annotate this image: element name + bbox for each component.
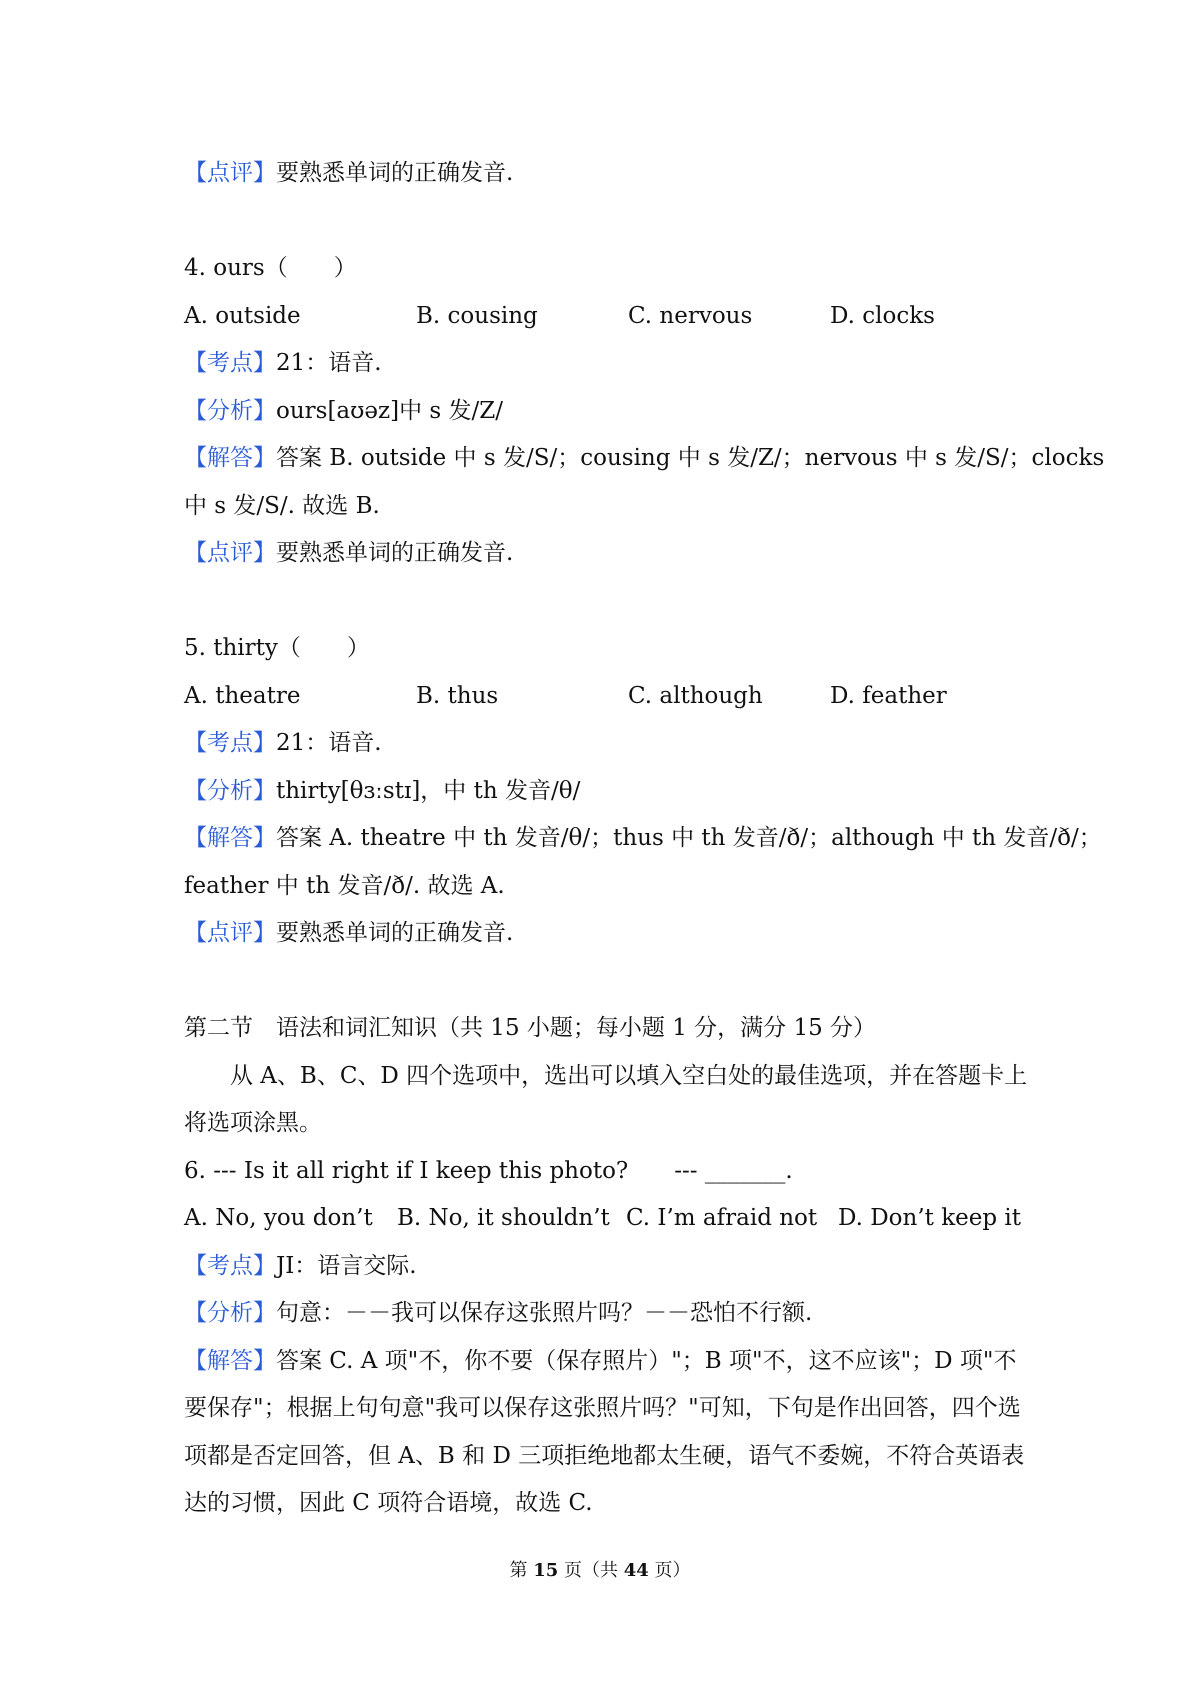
q4-option-b: B. cousing (416, 302, 538, 329)
comment-text: 要熟悉单词的正确发音. (276, 160, 514, 186)
page-footer (0, 1556, 1200, 1582)
prev-comment (184, 150, 1032, 198)
q5-answer-line2: feather 中 th 发音/ð/. 故选 A. (184, 872, 505, 899)
q6-stem: 6. --- Is it all right if I keep this photo? --- _______. (184, 1157, 793, 1184)
answer-tag: 【解答】 (184, 1347, 276, 1374)
q6-answer (184, 1338, 1032, 1528)
total-pages: 44 (623, 1560, 649, 1581)
analysis-text: thirty[θɜːstɪ]，中 th 发音/θ/ (276, 777, 581, 804)
comment-tag: 【点评】 (184, 160, 276, 186)
q5-option-c: C. although (628, 682, 763, 709)
comment-text: 要熟悉单词的正确发音. (276, 540, 514, 566)
q4-answer-line1 (184, 435, 1105, 483)
q4-answer-line2: 中 s 发/S/. 故选 B. (184, 492, 380, 519)
answer-text: 答案 B. outside 中 s 发/S/；cousing 中 s 发/Z/；nervous 中 s 发/S/；clocks (276, 445, 1105, 471)
q4-option-c: C. nervous (628, 302, 753, 329)
footer-prefix: 第 (509, 1560, 534, 1581)
answer-tag: 【解答】 (184, 825, 276, 851)
q5-option-d: D. feather (830, 682, 947, 709)
footer-suffix: 页） (648, 1560, 691, 1581)
analysis-text: 句意：－－我可以保存这张照片吗？－－恐怕不行额. (276, 1300, 813, 1326)
comment-tag: 【点评】 (184, 540, 276, 566)
q6-analysis (184, 1290, 1032, 1338)
q4-option-d: D. clocks (830, 302, 935, 329)
footer-middle: 页（共 (558, 1560, 624, 1581)
answer-text: 答案 C. A 项"不，你不要（保存照片）"；B 项"不，这不应该"；D 项"不要保存"；根据上句句意"我可以保存这张照片吗？"可知，下句是作出回答，四个选项都是否定回答，但 A、B 和 D 三项拒绝地都太生硬，语气不委婉，不符合英语表达的习惯，因此 C 项符合语境，故选 C. (184, 1347, 1025, 1516)
q5-options (184, 673, 1032, 721)
q6-option-b: B. No, it shouldn’t (397, 1205, 610, 1231)
point-text: 21：语音. (276, 350, 382, 376)
section2-instruction: 从 A、B、C、D 四个选项中，选出可以填入空白处的最佳选项，并在答题卡上将选项涂黑。 (184, 1062, 1028, 1136)
q4-options (184, 293, 1032, 341)
q5-stem: 5. thirty（ ） (184, 635, 370, 661)
q5-option-a: A. theatre (184, 682, 301, 709)
q6-option-d: D. Don’t keep it (838, 1205, 1022, 1231)
point-tag: 【考点】 (184, 730, 276, 756)
answer-text: 答案 A. theatre 中 th 发音/θ/；thus 中 th 发音/ð/；although 中 th 发音/ð/； (276, 825, 1102, 851)
point-text: JI：语言交际. (276, 1252, 417, 1279)
point-tag: 【考点】 (184, 350, 276, 376)
analysis-tag: 【分析】 (184, 777, 276, 804)
q5-answer-line1 (184, 815, 1102, 863)
q6-option-a: A. No, you don’t (184, 1205, 373, 1231)
analysis-tag: 【分析】 (184, 1300, 276, 1326)
q4-point (184, 340, 1032, 388)
answer-tag: 【解答】 (184, 445, 276, 471)
q5-option-b: B. thus (416, 682, 499, 709)
comment-tag: 【点评】 (184, 920, 276, 946)
q4-option-a: A. outside (184, 302, 301, 329)
q4-comment (184, 530, 1032, 578)
q4-analysis (184, 388, 1032, 436)
q6-option-c: C. I’m afraid not (626, 1205, 818, 1231)
q5-comment (184, 910, 1032, 958)
comment-text: 要熟悉单词的正确发音. (276, 920, 514, 946)
document-body (184, 150, 1105, 1528)
analysis-tag: 【分析】 (184, 397, 276, 424)
point-tag: 【考点】 (184, 1252, 276, 1279)
page-number: 15 (533, 1560, 559, 1581)
section2-heading: 第二节 语法和词汇知识（共 15 小题；每小题 1 分，满分 15 分） (184, 1015, 877, 1041)
q4-stem: 4. ours（ ） (184, 255, 357, 281)
point-text: 21：语音. (276, 730, 382, 756)
q5-analysis (184, 768, 1032, 816)
q6-options (184, 1195, 1032, 1243)
analysis-text: ours[aʊəz]中 s 发/Z/ (276, 397, 504, 424)
q5-point (184, 720, 1032, 768)
q6-point (184, 1243, 1032, 1291)
